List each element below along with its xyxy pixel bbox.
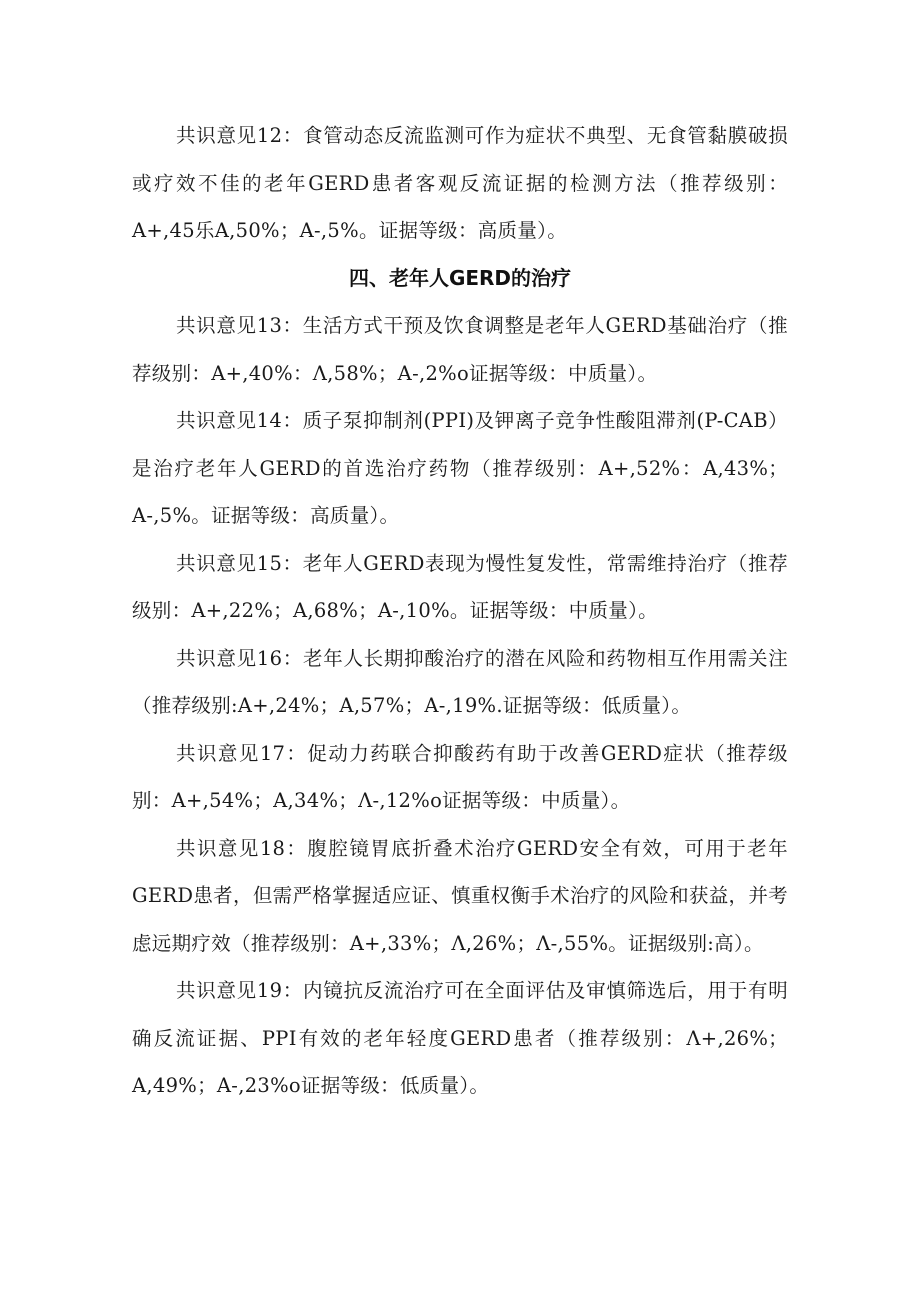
- consensus-14-paragraph: [132, 397, 788, 540]
- consensus-13-paragraph: [132, 302, 788, 397]
- consensus-14-text: 质子泵抑制剂(PPI)及钾离子竞争性酸阻滞剂(P-CAB）是治疗老年人GERD的首选治疗药物（推荐级别：A+,52%：A,43%；A-,5%。证据等级：高质量）。: [132, 409, 788, 527]
- consensus-15-paragraph: [132, 540, 788, 635]
- consensus-17-paragraph: [132, 730, 788, 825]
- consensus-17-label: 共识意见17：: [176, 741, 308, 765]
- consensus-18-paragraph: [132, 825, 788, 968]
- consensus-16-label: 共识意见16：: [176, 646, 303, 670]
- consensus-16-text: 老年人长期抑酸治疗的潜在风险和药物相互作用需关注（推荐级别:A+,24%；A,57%；A-,19%.证据等级：低质量）。: [132, 646, 788, 717]
- consensus-18-text: 腹腔镜胃底折叠术治疗GERD安全有效，可用于老年GERD患者，但需严格掌握适应证、慎重权衡手术治疗的风险和获益，并考虑远期疗效（推荐级别：A+,33%；Λ,26%；Λ-,55%。证据级别:高）。: [132, 836, 788, 955]
- consensus-19-text: 内镜抗反流治疗可在全面评估及审慎筛选后，用于有明确反流证据、PPI有效的老年轻度GERD患者（推荐级别：Λ+,26%；A,49%；A-,23%o证据等级：低质量）。: [132, 979, 788, 1097]
- document-page: [132, 112, 788, 1110]
- consensus-19-paragraph: [132, 967, 788, 1110]
- consensus-16-paragraph: [132, 635, 788, 730]
- consensus-13-text: 生活方式干预及饮食调整是老年人GERD基础治疗（推荐级别：A+,40%：Λ,58%；A-,2%o证据等级：中质量）。: [132, 314, 788, 385]
- consensus-12-paragraph: [132, 112, 788, 255]
- consensus-12-label: 共识意见12：: [176, 124, 303, 147]
- consensus-15-text: 老年人GERD表现为慢性复发性，常需维持治疗（推荐级别：A+,22%；A,68%；A-,10%。证据等级：中质量）。: [132, 551, 788, 622]
- section-heading: 四、老年人GERD的治疗: [348, 265, 572, 290]
- consensus-19-label: 共识意见19：: [176, 979, 303, 1002]
- consensus-13-label: 共识意见13：: [176, 314, 303, 337]
- consensus-12-text: 食管动态反流监测可作为症状不典型、无食管黏膜破损或疗效不佳的老年GERD患者客观反流证据的检测方法（推荐级别：A+,45乐A,50%；A-,5%。证据等级：高质量）。: [132, 124, 788, 242]
- consensus-17-text: 促动力药联合抑酸药有助于改善GERD症状（推荐级别：A+,54%；A,34%；Λ-,12%o证据等级：中质量）。: [132, 741, 788, 812]
- consensus-18-label: 共识意见18：: [176, 836, 308, 860]
- consensus-15-label: 共识意见15：: [176, 551, 303, 575]
- consensus-14-label: 共识意见14：: [176, 409, 303, 432]
